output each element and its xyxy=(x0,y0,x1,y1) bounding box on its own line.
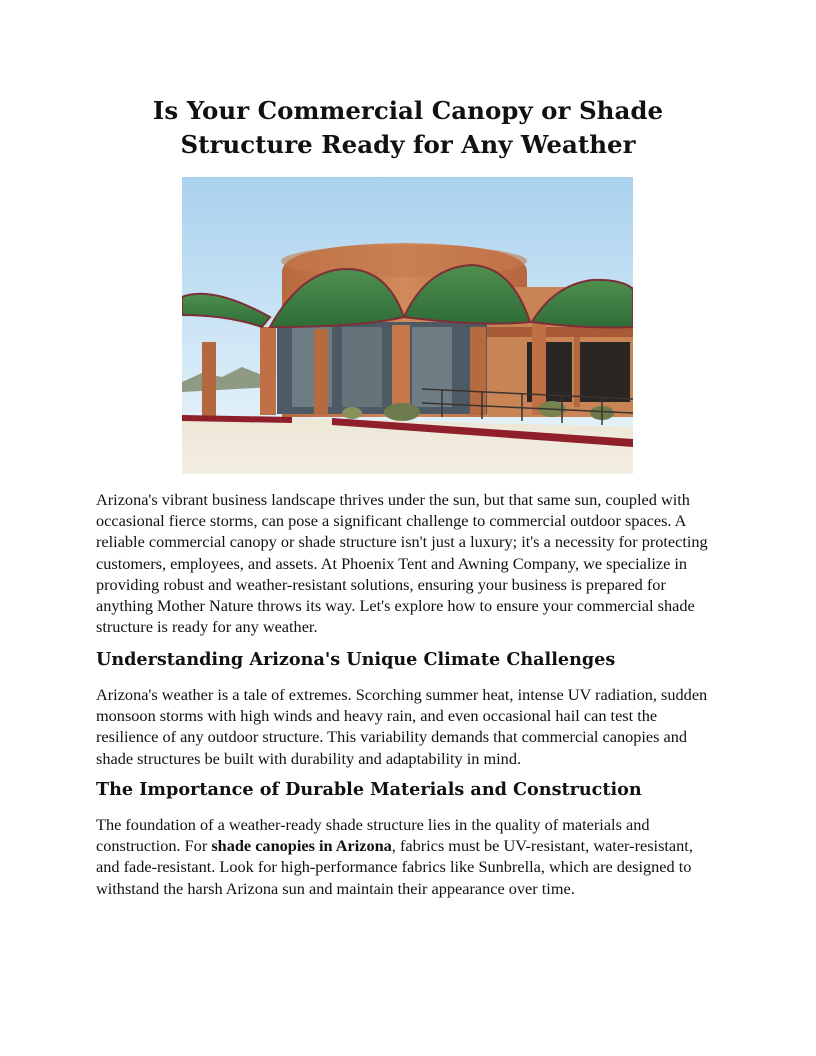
climate-paragraph: Arizona's weather is a tale of extremes. Scorching summer heat, intense UV radiation, sudden monsoon storms with high winds and heavy rain, and even occasional hail can test the resilience of any outdoor structure. This variability demands that commercial canopies and shade structures be built with durability and adaptability in mind. xyxy=(96,685,708,768)
materials-bold-phrase: shade canopies in Arizona xyxy=(211,836,392,856)
section-heading-climate: Understanding Arizona's Unique Climate Challenges xyxy=(96,649,616,670)
materials-text-end: , fabrics must be UV-resistant, water-resistant, and fade-resistant. Look for high-performance fabrics like Sunbrella, which are designed to withstand the harsh Arizona sun and maintain their appearance over time. xyxy=(96,836,693,898)
photo-illustration xyxy=(182,177,633,474)
materials-paragraph xyxy=(96,814,720,899)
building-canopy-photo xyxy=(182,177,633,474)
materials-text-start: The foundation of a weather-ready shade structure lies in the quality of materials and construction. For xyxy=(96,815,650,856)
intro-paragraph: Arizona's vibrant business landscape thrives under the sun, but that same sun, coupled with occasional fierce storms, can pose a significant challenge to commercial outdoor spaces. A reliable commercial canopy or shade structure isn't just a luxury; it's a necessity for protecting customers, employees, and assets. At Phoenix Tent and Awning Company, we specialize in providing robust and weather-resistant solutions, ensuring your business is prepared for anything Mother Nature throws its way. Let's explore how to ensure your commercial shade structure is ready for any weather. xyxy=(96,490,708,637)
section-heading-materials: The Importance of Durable Materials and Construction xyxy=(96,779,642,800)
page-title: Is Your Commercial Canopy or Shade Structure Ready for Any Weather xyxy=(152,96,664,159)
